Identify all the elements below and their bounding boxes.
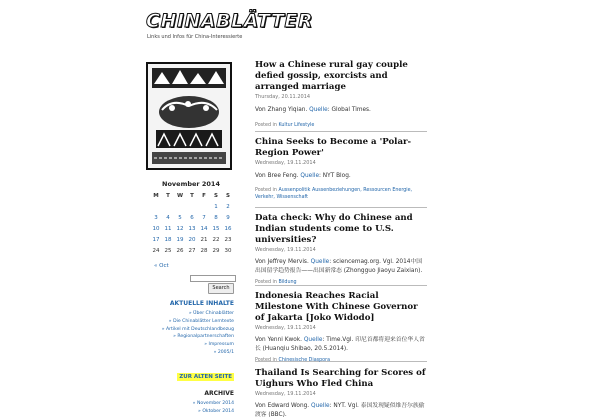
quelle-link[interactable]: Quelle [300,173,320,179]
calendar [150,191,234,256]
post [255,213,427,286]
calendar-title: November 2014 [162,180,220,188]
post-date: Wednesday, 19.11.2014 [255,325,316,331]
calendar-day: 28 [200,247,208,254]
post-categories [255,188,427,201]
calendar-day: 22 [212,236,220,243]
calendar-day: 26 [176,247,184,254]
calendar-day-link[interactable]: 1 [214,203,218,210]
calendar-empty [162,201,174,212]
post-title-link[interactable]: Indonesia Reaches Racial Milestone With Chinese Governor of Jakarta [Joko Widodo] [255,291,418,323]
post-author: Von Jeffrey Mervis. [255,259,311,265]
quelle-link[interactable]: Quelle [310,259,330,265]
zur-alten-seite-link[interactable]: ZUR ALTEN SEITE [179,373,232,380]
calendar-empty [174,201,186,212]
aktuelle-inhalte-heading: AKTUELLE INHALTE [169,300,234,307]
calendar-day-link[interactable]: 13 [188,225,196,232]
post-author: Von Zhang Yiqian. [255,107,310,113]
calendar-day-link[interactable]: 5 [178,214,182,221]
calendar-empty [150,201,162,212]
calendar-day-link[interactable]: 8 [214,214,218,221]
calendar-day-link[interactable]: 7 [202,214,206,221]
calendar-day-header: S [214,193,218,199]
calendar-day: 23 [224,236,232,243]
calendar-day-link[interactable]: 12 [176,225,184,232]
post-title-link[interactable]: China Seeks to Become a 'Polar-Region Power' [255,137,412,158]
aktuelle-link[interactable]: » Über Chinablätter [188,311,234,316]
post-title-link[interactable]: How a Chinese rural gay couple defied gossip, exorcists and arranged marriage [255,60,408,92]
calendar-day-link[interactable]: 4 [166,214,170,221]
calendar-prev-month-link[interactable]: « Oct [154,263,169,269]
sidebar [146,62,236,415]
calendar-empty [198,201,210,212]
calendar-day-link[interactable]: 2 [226,203,230,210]
calendar-day-link[interactable]: 17 [152,236,160,243]
post-title-link[interactable]: Thailand Is Searching for Scores of Uighurs Who Fled China [255,368,426,389]
post-categories [255,358,427,365]
calendar-day: 30 [224,247,232,254]
calendar-day-link[interactable]: 3 [154,214,158,221]
archive-heading: ARCHIVE [204,389,234,397]
post-categories [255,280,427,287]
calendar-day-link[interactable]: 15 [212,225,220,232]
post-list [255,60,427,420]
post-source: : Global Times. [327,107,371,113]
calendar-day-link[interactable]: 11 [164,225,172,232]
quelle-link[interactable]: Quelle [309,107,328,113]
post-date: Wednesday, 19.11.2014 [255,247,316,253]
calendar-day-link[interactable]: 18 [164,236,172,243]
search-button[interactable]: Search [208,283,234,294]
aktuelle-link[interactable]: » Regionalpartnerschaften [173,334,234,340]
aktuelle-inhalte-list [146,310,236,357]
quelle-link[interactable]: Quelle [303,337,323,343]
posted-in-label: Posted in [255,123,279,128]
aktuelle-link[interactable]: » 2005/1 [213,349,234,355]
calendar-day-link[interactable]: 20 [188,236,196,243]
post-source: : NYT Blog. [319,173,351,179]
post-body [255,258,427,276]
calendar-day-header: F [202,193,206,199]
category-link[interactable]: Bildung [278,280,297,285]
calendar-day-header: T [190,193,194,199]
archive-link[interactable]: » November 2014 [192,400,234,406]
calendar-day-link[interactable]: 6 [190,214,194,221]
calendar-day: 24 [152,247,160,254]
calendar-day: 29 [212,247,220,254]
post-source: : sciencemag.org. Vgl. 2014中国出国留学趋势报告——出国新常态 (Zhongguo Jiaoyu Zaixian). [255,259,423,274]
calendar-day-header: T [166,193,170,199]
search-input[interactable] [190,275,236,282]
archive-link[interactable]: » Oktober 2014 [198,408,234,414]
calendar-day-link[interactable]: 9 [226,214,230,221]
calendar-day-link[interactable]: 14 [200,225,208,232]
calendar-empty [186,201,198,212]
site-tagline: Links und Infos für China-Interessierte [147,34,243,40]
post-body [255,336,427,354]
post-date: Thursday, 20.11.2014 [255,94,311,100]
woodcut-image [146,62,232,170]
category-link[interactable]: Chinesische Diaspora [278,358,331,363]
post-author: Von Bree Feng. [255,173,301,179]
post [255,291,427,362]
post-categories [255,123,427,130]
category-link[interactable]: Aussenpolitik Aussenbeziehungen, Ressourcen Energie, Verkehr, Wissenschaft [255,188,413,200]
post-source: : NYT. Vgl. 泰国发现疑似维吾尔族偷渡客 (BBC). [255,403,425,418]
post-date: Wednesday, 19.11.2014 [255,391,316,397]
aktuelle-link[interactable]: » Artikel mit Deutschlandbezug [161,326,234,332]
calendar-day: 27 [188,247,196,254]
posted-in-label: Posted in [255,188,279,193]
calendar-day-link[interactable]: 10 [152,225,160,232]
calendar-day-header: S [226,193,230,199]
post-body [255,402,427,420]
post-date: Wednesday, 19.11.2014 [255,160,316,166]
calendar-day: 25 [164,247,172,254]
post [255,368,427,420]
post-author: Von Yenni Kwok. [255,337,304,343]
calendar-day-link[interactable]: 16 [224,225,232,232]
aktuelle-link[interactable]: » Die Chinablätter Lerntexte [168,318,234,324]
archive-list [146,400,236,416]
site-title[interactable]: CHINABLÄTTER [146,10,313,32]
posted-in-label: Posted in [255,358,279,363]
post-body [255,172,427,181]
posted-in-label: Posted in [255,280,279,285]
post-source: : Time.Vgl. 印尼首都将迎来首位华人省长 (Huanqiu Shibao, 20.5.2014). [255,337,425,352]
post-title-link[interactable]: Data check: Why do Chinese and Indian students come to U.S. universities? [255,213,413,245]
search-form [146,275,236,293]
calendar-day-header: W [176,193,184,199]
woodcut-illustration [148,64,230,168]
post [255,60,427,132]
post-body [255,106,427,115]
calendar-day-header: M [153,193,159,199]
quelle-link[interactable]: Quelle [311,403,330,409]
post-author: Von Edward Wong. [255,403,311,409]
category-link[interactable]: Kultur Lifestyle [278,123,315,128]
aktuelle-link[interactable]: » Impressum [204,342,234,348]
calendar-day-link[interactable]: 19 [176,236,184,243]
post [255,137,427,208]
calendar-day: 21 [200,236,208,243]
